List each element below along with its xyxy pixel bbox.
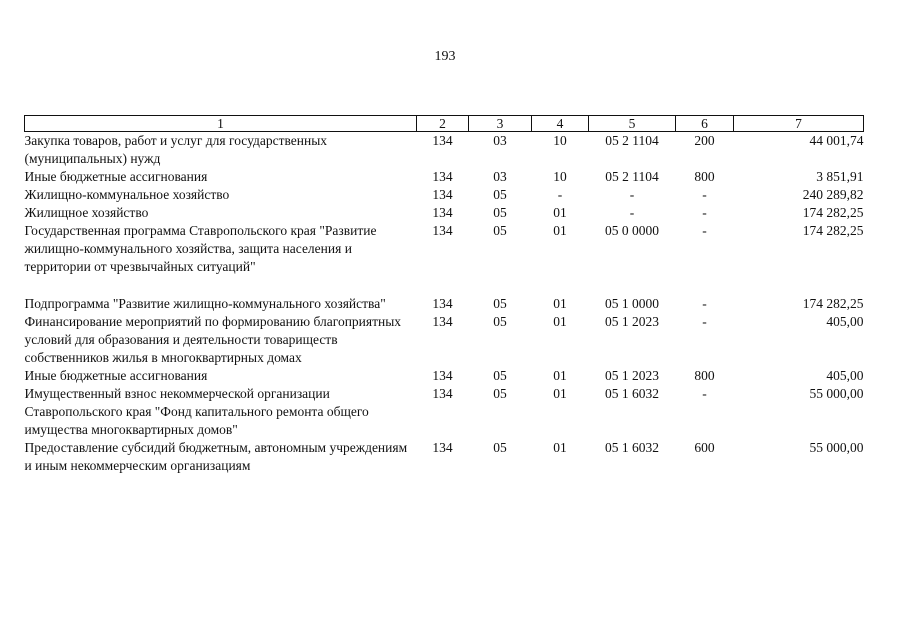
row-rz: 03	[493, 133, 507, 148]
row-csr: 05 1 2023	[605, 314, 659, 329]
row-vr: -	[702, 187, 707, 202]
row-ved: 134	[432, 133, 453, 148]
row-rz: 05	[493, 205, 507, 220]
table-row	[25, 313, 864, 367]
column-header: 5	[589, 116, 676, 132]
table-row	[25, 186, 864, 204]
row-pr: 01	[553, 223, 567, 238]
row-csr: 05 1 2023	[605, 368, 659, 383]
column-header: 6	[676, 116, 734, 132]
spacer-row	[25, 276, 864, 295]
row-vr: 800	[694, 169, 715, 184]
row-name: Подпрограмма "Развитие жилищно-коммунального хозяйства"	[24, 296, 386, 311]
row-ved: 134	[432, 314, 453, 329]
row-vr: -	[702, 314, 707, 329]
header-row	[25, 116, 864, 132]
row-csr: 05 2 1104	[605, 133, 659, 148]
row-rz: 05	[493, 223, 507, 238]
budget-table	[24, 115, 864, 475]
row-sum: 55 000,00	[809, 386, 864, 401]
row-name: Жилищно-коммунальное хозяйство	[24, 187, 230, 202]
row-sum: 174 282,25	[802, 296, 864, 311]
table-row	[25, 204, 864, 222]
row-csr: 05 1 0000	[605, 296, 659, 311]
row-ved: 134	[432, 296, 453, 311]
row-pr: 01	[553, 205, 567, 220]
row-rz: 03	[493, 169, 507, 184]
table-row	[25, 295, 864, 313]
row-csr: 05 2 1104	[605, 169, 659, 184]
row-vr: 200	[694, 133, 715, 148]
row-csr: -	[629, 187, 635, 202]
row-pr: 01	[553, 440, 567, 455]
row-pr: 10	[553, 133, 567, 148]
table-row	[25, 132, 864, 169]
row-ved: 134	[432, 440, 453, 455]
column-header: 1	[25, 116, 417, 132]
row-sum: 405,00	[826, 368, 864, 383]
row-rz: 05	[493, 296, 507, 311]
row-name: Предоставление субсидий бюджетным, автономным учреждениям и иным некоммерческим организациям	[24, 440, 408, 473]
row-vr: -	[702, 296, 707, 311]
row-rz: 05	[493, 440, 507, 455]
row-ved: 134	[432, 169, 453, 184]
row-pr: 01	[553, 368, 567, 383]
page-number: 193	[434, 49, 456, 64]
row-vr: 800	[694, 368, 715, 383]
row-csr: 05 1 6032	[605, 440, 659, 455]
spacer-cell	[25, 276, 864, 295]
row-name: Иные бюджетные ассигнования	[24, 169, 208, 184]
row-rz: 05	[493, 314, 507, 329]
table-row	[25, 385, 864, 439]
column-header: 2	[417, 116, 469, 132]
column-header: 3	[469, 116, 532, 132]
row-sum: 174 282,25	[802, 223, 864, 238]
row-pr: 10	[553, 169, 567, 184]
row-ved: 134	[432, 205, 453, 220]
row-vr: -	[702, 386, 707, 401]
row-ved: 134	[432, 386, 453, 401]
row-sum: 405,00	[826, 314, 864, 329]
table-row	[25, 367, 864, 385]
row-sum: 44 001,74	[809, 133, 864, 148]
column-header: 4	[532, 116, 589, 132]
row-ved: 134	[432, 223, 453, 238]
row-csr: 05 0 0000	[605, 223, 659, 238]
row-name: Государственная программа Ставропольского края "Развитие жилищно-коммунального хозяйства, защита населения и территории от чрезвычайных ситуаций"	[24, 223, 377, 274]
row-name: Финансирование мероприятий по формированию благоприятных условий для образования и деятельности товариществ собственников жилья в многоквартирных домах	[24, 314, 402, 365]
row-name: Иные бюджетные ассигнования	[24, 368, 208, 383]
row-vr: 600	[694, 440, 715, 455]
row-csr: 05 1 6032	[605, 386, 659, 401]
row-sum: 240 289,82	[802, 187, 864, 202]
table-row	[25, 168, 864, 186]
column-header: 7	[734, 116, 864, 132]
row-sum: 55 000,00	[809, 440, 864, 455]
row-pr: 01	[553, 296, 567, 311]
row-rz: 05	[493, 386, 507, 401]
row-pr: 01	[553, 314, 567, 329]
row-name: Жилищное хозяйство	[24, 205, 149, 220]
row-vr: -	[702, 205, 707, 220]
row-ved: 134	[432, 368, 453, 383]
row-sum: 3 851,91	[816, 169, 864, 184]
row-name: Закупка товаров, работ и услуг для государственных (муниципальных) нужд	[24, 133, 328, 166]
table-row	[25, 439, 864, 475]
row-rz: 05	[493, 187, 507, 202]
row-vr: -	[702, 223, 707, 238]
row-rz: 05	[493, 368, 507, 383]
row-csr: -	[629, 205, 635, 220]
row-name: Имущественный взнос некоммерческой организации Ставропольского края "Фонд капитального ремонта общего имущества многоквартирных домов"	[24, 386, 369, 437]
row-pr: 01	[553, 386, 567, 401]
row-sum: 174 282,25	[802, 205, 864, 220]
row-ved: 134	[432, 187, 453, 202]
row-pr: -	[557, 187, 563, 202]
table-row	[25, 222, 864, 276]
